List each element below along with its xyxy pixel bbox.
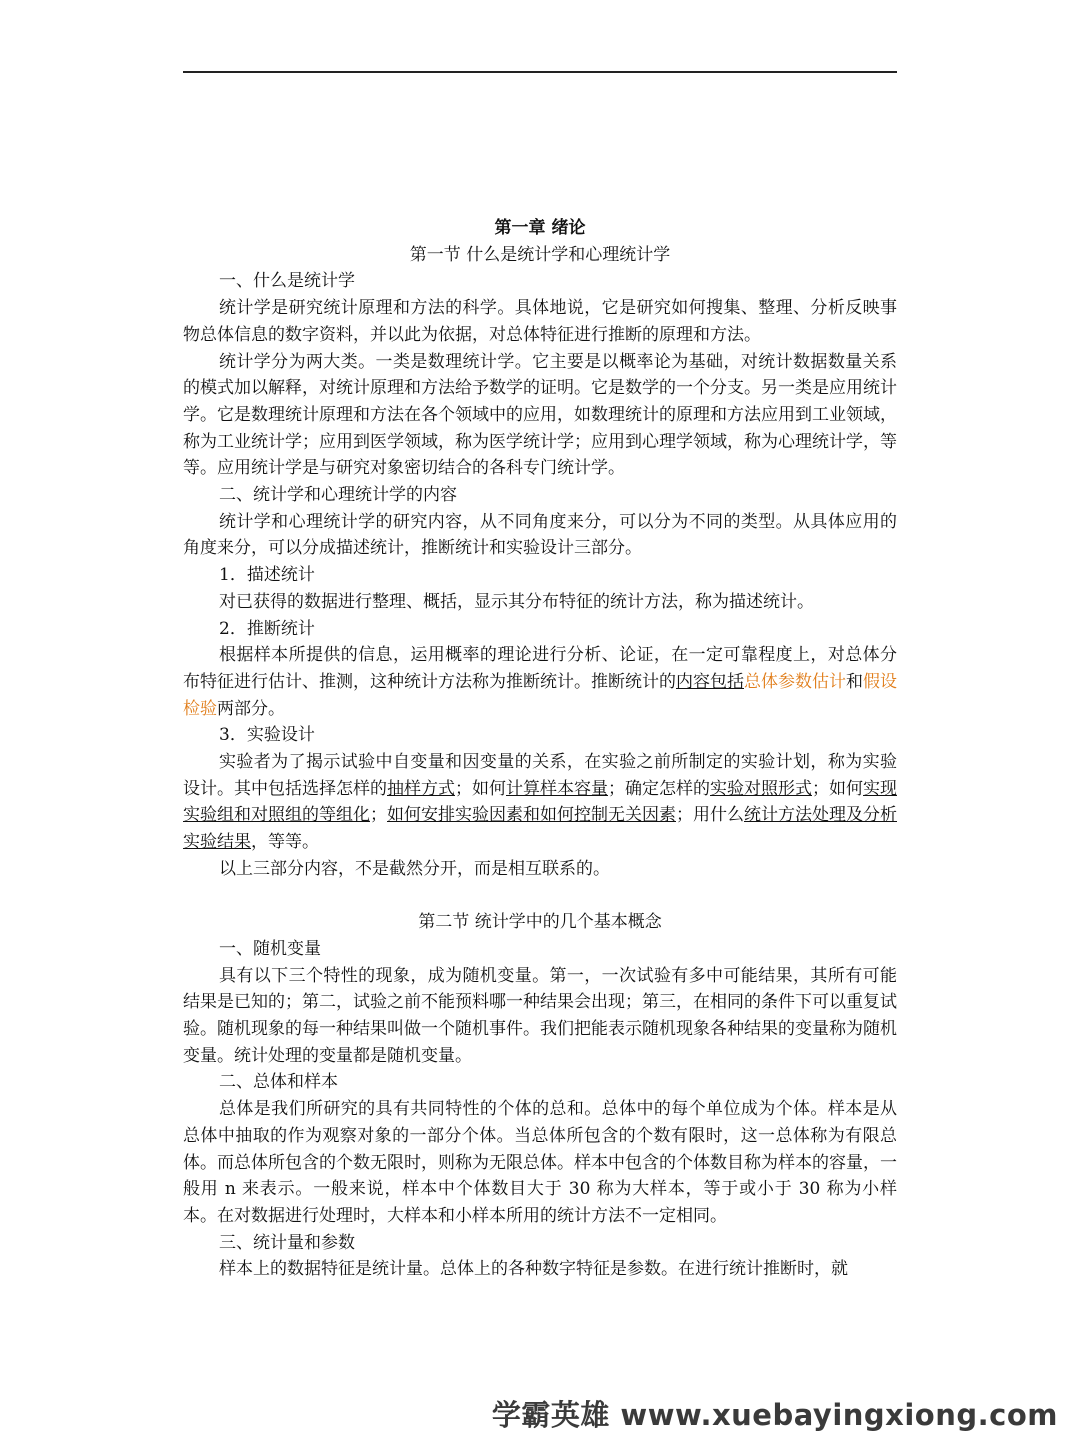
heading-random-variable: 一、随机变量 bbox=[219, 938, 321, 959]
paragraph-random-variable: 具有以下三个特性的现象，成为随机变量。第一，一次试验有多中可能结果，其所有可能结果是已知的；第二，试验之前不能预料哪一种结果会出现；第三，在相同的条件下可以重复试验。随机现象的每一种结果叫做一个随机事件。我们把能表示随机现象各种结果的变量称为随机变量。统计处理的变量都是随机变量。 bbox=[183, 965, 897, 1066]
paragraph-population-sample: 总体是我们所研究的具有共同特性的个体的总和。总体中的每个单位成为个体。样本是从总体中抽取的作为观察对象的一部分个体。当总体所包含的个数有限时，这一总体称为有限总体。而总体所包含的个数无限时，则称为无限总体。样本中包含的个体数目称为样本的容量，一般用 n 来表示。一般来说，样本中个体数目大于 30 称为大样本，等于或小于 30 称为小样本。在对数据进行处理时，大样本和小样本所用的统计方法不一定相同。 bbox=[183, 1099, 897, 1226]
underlined-phrase: 计算样本容量 bbox=[506, 778, 608, 799]
paragraph-two-categories: 统计学分为两大类。一类是数理统计学。它主要是以概率论为基础，对统计数据数量关系的模式加以解释，对统计原理和方法给予数学的证明。它是数学的一个分支。另一类是应用统计学。它是数理统计原理和方法在各个领域中的应用，如数理统计的原理和方法应用到工业领域，称为工业统计学；应用到医学领域，称为医学统计学；应用到心理学领域，称为心理统计学，等等。应用统计学是与研究对象密切结合的各科专门统计学。 bbox=[183, 351, 897, 479]
header-rule bbox=[183, 71, 897, 73]
underlined-phrase: 实验对照形式 bbox=[710, 778, 812, 799]
heading-what-is-statistics: 一、什么是统计学 bbox=[219, 271, 355, 292]
paragraph-inferential: 根据样本所提供的信息，运用概率的理论进行分析、论证，在一定可靠程度上，对总体分布特征进行估计、推测，这种统计方法称为推断统计。推断统计的内容包括总体参数估计和假设检验两部分。 bbox=[183, 645, 897, 719]
watermark-footer: 学霸英雄 www.xuebayingxiong.com bbox=[491, 1398, 1058, 1432]
paragraph-definition: 统计学是研究统计原理和方法的科学。具体地说，它是研究如何搜集、整理、分析反映事物总体信息的数字资料，并以此为依据，对总体特征进行推断的原理和方法。 bbox=[183, 298, 897, 345]
document-body bbox=[183, 215, 897, 1283]
heading-population-sample: 二、总体和样本 bbox=[219, 1072, 338, 1093]
underlined-phrase: 实现实验组和对照组的等组化 bbox=[183, 778, 897, 826]
heading-statistic-parameter: 三、统计量和参数 bbox=[219, 1232, 355, 1253]
underlined-phrase: 统计方法处理及分析实验结果 bbox=[183, 805, 897, 853]
chapter-title: 第一章 绪论 bbox=[494, 218, 586, 238]
section-2-title: 第二节 统计学中的几个基本概念 bbox=[418, 912, 662, 933]
section-1-title: 第一节 什么是统计学和心理统计学 bbox=[409, 244, 671, 265]
paragraph-statistic-parameter: 样本上的数据特征是统计量。总体上的各种数字特征是参数。在进行统计推断时，就 bbox=[219, 1259, 848, 1280]
heading-content: 二、统计学和心理统计学的内容 bbox=[219, 485, 457, 506]
paragraph-descriptive: 对已获得的数据进行整理、概括，显示其分布特征的统计方法，称为描述统计。 bbox=[219, 591, 814, 612]
paragraph-content: 统计学和心理统计学的研究内容，从不同角度来分，可以分为不同的类型。从具体应用的角度来分，可以分成描述统计，推断统计和实验设计三部分。 bbox=[183, 511, 897, 559]
underlined-phrase: 如何安排实验因素和如何控制无关因素 bbox=[387, 805, 676, 826]
heading-experimental-design: 3．实验设计 bbox=[219, 725, 315, 746]
heading-inferential: 2．推断统计 bbox=[219, 618, 315, 639]
paragraph-experimental-design: 实验者为了揭示试验中自变量和因变量的关系，在实验之前所制定的实验计划，称为实验设计。其中包括选择怎样的抽样方式；如何计算样本容量；确定怎样的实验对照形式；如何实现实验组和对照组的等组化；如何安排实验因素和如何控制无关因素；用什么统计方法处理及分析实验结果，等等。 bbox=[183, 752, 897, 853]
paragraph-summary: 以上三部分内容，不是截然分开，而是相互联系的。 bbox=[219, 858, 610, 879]
underlined-phrase: 内容包括 bbox=[676, 671, 744, 692]
highlight-hypothesis-testing: 假设检验 bbox=[183, 671, 897, 719]
highlight-parameter-estimation: 总体参数估计 bbox=[744, 671, 846, 692]
underlined-phrase: 抽样方式 bbox=[387, 778, 455, 799]
heading-descriptive: 1．描述统计 bbox=[219, 565, 315, 586]
